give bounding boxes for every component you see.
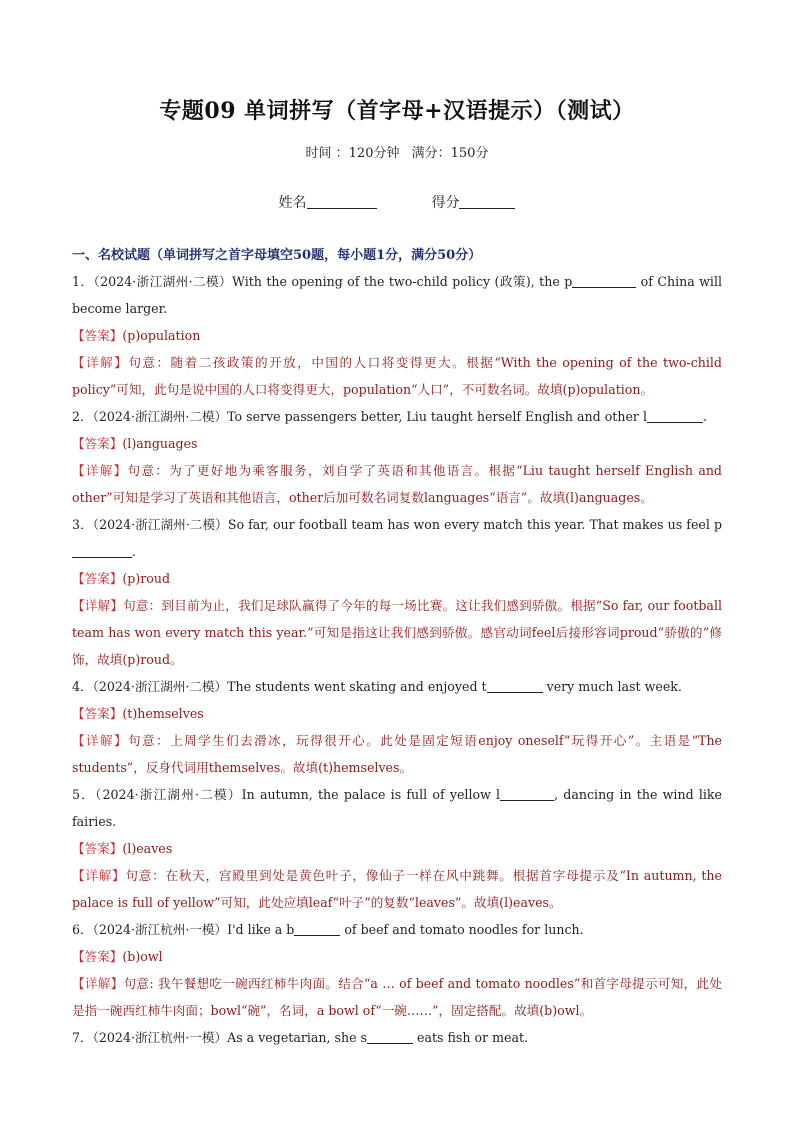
answer-text: (p)roud	[122, 571, 171, 586]
question-text: With the opening of the two-child policy (政策), the p	[232, 274, 573, 289]
question-text: In autumn, the palace is full of yellow l	[241, 787, 501, 802]
detail-line	[72, 349, 722, 403]
answer-tag: 【答案】	[72, 841, 123, 856]
question-item	[72, 268, 722, 322]
answer-line	[72, 943, 722, 970]
name-score-row	[0, 192, 794, 212]
detail-text: 句意：为了更好地为乘客服务，刘自学了英语和其他语言。根据“Liu taught herself English and other”可知是学习了英语和其他语言，other后加可数名词复数languages“语言”。故填(l)anguages。	[72, 463, 722, 505]
answer-tag: 【答案】	[72, 328, 123, 343]
question-item	[72, 673, 722, 700]
question-text: As a vegetarian, she s	[227, 1030, 368, 1045]
answer-line	[72, 322, 722, 349]
detail-tag: 【详解】	[72, 976, 124, 991]
answer-blank[interactable]	[647, 409, 703, 423]
detail-text: 句意：上周学生们去滑冰，玩得很开心。此处是固定短语enjoy oneself“玩得开心”。主语是“The students”，反身代词用themselves。故填(t)hemselves。	[72, 733, 723, 775]
answer-blank[interactable]	[72, 544, 132, 558]
detail-tag: 【详解】	[72, 598, 124, 613]
question-number: 3．	[72, 517, 93, 532]
question-list	[72, 268, 722, 1051]
answer-tag: 【答案】	[72, 706, 123, 721]
question-text: I'd like a b	[227, 922, 295, 937]
answer-line	[72, 700, 722, 727]
question-number: 2．	[72, 409, 93, 424]
detail-tag: 【详解】	[72, 733, 129, 748]
question-text-tail: .	[132, 544, 137, 559]
detail-line	[72, 457, 722, 511]
answer-tag: 【答案】	[72, 571, 123, 586]
question-item	[72, 916, 722, 943]
question-text-tail: .	[703, 409, 708, 424]
question-source: （2024·浙江杭州·一模）	[92, 922, 228, 937]
question-number: 1．	[72, 274, 94, 289]
answer-text: (p)opulation	[122, 328, 201, 343]
detail-tag: 【详解】	[72, 355, 129, 370]
detail-line	[72, 970, 722, 1024]
question-source: （2024·浙江湖州·二模）	[92, 679, 228, 694]
answer-text: (l)eaves	[122, 841, 173, 856]
question-number: 5．	[72, 787, 96, 802]
detail-text: 句意：到目前为止，我们足球队赢得了今年的每一场比赛。这让我们感到骄傲。根据“So far, our football team has won every match this year.”可知是指这让我们感到骄傲。感官动词feel后接形容词proud“骄傲的”修饰，故填(p)roud。	[72, 598, 722, 667]
detail-line	[72, 592, 722, 673]
answer-line	[72, 565, 722, 592]
score-field-label: 得分	[431, 195, 460, 211]
question-source: （2024·浙江湖州·二模）	[95, 787, 242, 802]
question-item	[72, 403, 722, 430]
answer-blank[interactable]	[500, 787, 554, 801]
question-number: 7．	[72, 1030, 93, 1045]
exam-meta	[0, 142, 794, 161]
question-source: （2024·浙江湖州·二模）	[93, 274, 232, 289]
question-text-tail: of China will become larger.	[72, 274, 722, 316]
section-title: 一、名校试题（单词拼写之首字母填空50题，每小题1分，满分50分）	[72, 248, 482, 263]
answer-tag: 【答案】	[72, 949, 123, 964]
answer-text: (b)owl	[122, 949, 163, 964]
name-blank[interactable]	[307, 194, 377, 209]
score-blank[interactable]	[459, 194, 515, 209]
page-title: 专题09 单词拼写（首字母+汉语提示）（测试）	[159, 98, 635, 124]
question-item	[72, 781, 722, 835]
answer-tag: 【答案】	[72, 436, 123, 451]
answer-blank[interactable]	[572, 274, 636, 288]
question-item	[72, 511, 722, 565]
question-item	[72, 1024, 722, 1051]
question-number: 6．	[72, 922, 93, 937]
question-number: 4．	[72, 679, 93, 694]
answer-line	[72, 835, 722, 862]
question-source: （2024·浙江杭州·一模）	[92, 1030, 228, 1045]
detail-text: 句意：随着二孩政策的开放，中国的人口将变得更大。根据“With the opening of the two-child policy”可知，此句是说中国的人口将变得更大，population“人口”，不可数名词。故填(p)opulation。	[72, 355, 722, 397]
time-label: 时间 ：120分钟	[305, 146, 400, 161]
answer-blank[interactable]	[367, 1030, 413, 1044]
question-text: So far, our football team has won every match this year. That makes us feel p	[227, 517, 723, 532]
detail-line	[72, 727, 722, 781]
detail-tag: 【详解】	[72, 463, 128, 478]
score-total-label: 满分：150分	[411, 146, 489, 161]
question-text-tail: , dancing in the wind like fairies.	[72, 787, 722, 829]
detail-text: 句意：在秋天，宫殿里到处是黄色叶子，像仙子一样在风中跳舞。根据首字母提示及“In autumn, the palace is full of yellow”可知，此处应填leaf“叶子”的复数“leaves”。故填(l)eaves。	[72, 868, 722, 910]
question-text: To serve passengers better, Liu taught herself English and other l	[227, 409, 647, 424]
question-text-tail: eats fish or meat.	[413, 1030, 529, 1045]
name-label: 姓名	[278, 195, 307, 211]
question-text-tail: of beef and tomato noodles for lunch.	[340, 922, 584, 937]
detail-line	[72, 862, 722, 916]
answer-blank[interactable]	[487, 679, 543, 693]
answer-text: (t)hemselves	[122, 706, 204, 721]
detail-tag: 【详解】	[72, 868, 126, 883]
question-text-tail: very much last week.	[542, 679, 682, 694]
question-source: （2024·浙江湖州·二模）	[92, 517, 228, 532]
question-text: The students went skating and enjoyed t	[227, 679, 487, 694]
detail-text: 句意: 我午餐想吃一碗西红柿牛肉面。结合“a … of beef and tomato noodles”和首字母提示可知，此处是指一碗西红柿牛肉面；bowl“碗”，名词，a bowl of“一碗……”，固定搭配。故填(b)owl。	[72, 976, 722, 1018]
question-source: （2024·浙江湖州·二模）	[92, 409, 228, 424]
answer-text: (l)anguages	[122, 436, 198, 451]
answer-blank[interactable]	[294, 922, 340, 936]
answer-line	[72, 430, 722, 457]
